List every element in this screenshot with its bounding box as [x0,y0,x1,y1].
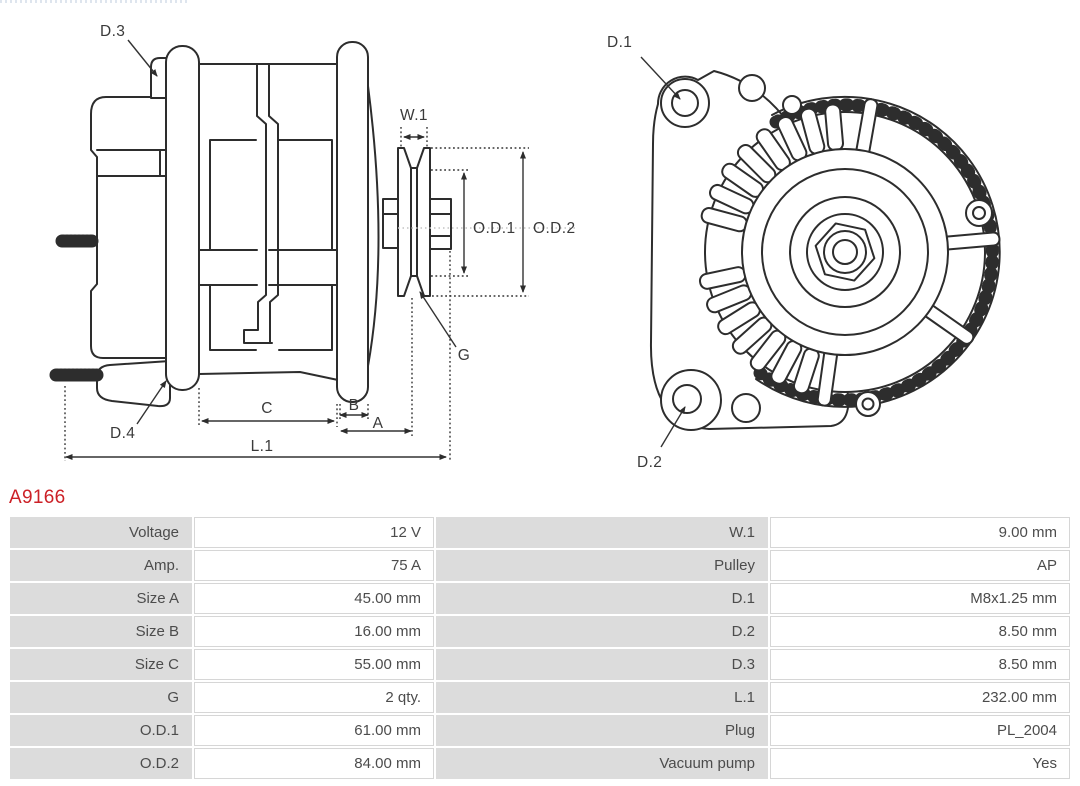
spec-label-cell: Vacuum pump [436,748,768,779]
dim-label-d1: D.1 [607,34,633,51]
spec-value-cell: AP [770,550,1070,581]
dim-label-d2: D.2 [637,454,663,471]
spec-table [8,515,1072,781]
spec-label-cell: G [10,682,192,713]
side-view-drawing [56,42,451,406]
dim-label-b: B [348,397,360,414]
spec-value-cell: 45.00 mm [194,583,434,614]
spec-label-cell: Pulley [436,550,768,581]
dim-label-c: C [261,400,273,417]
spec-row [10,517,1070,548]
spec-value-cell: 2 qty. [194,682,434,713]
spec-label-cell: Size A [10,583,192,614]
spec-label-cell: Size B [10,616,192,647]
spec-value-cell: 8.50 mm [770,649,1070,680]
dim-label-a: A [372,415,384,432]
spec-label-cell: Amp. [10,550,192,581]
spec-row [10,649,1070,680]
spec-row [10,583,1070,614]
spec-value-cell: 61.00 mm [194,715,434,746]
dim-label-d4: D.4 [110,425,136,442]
spec-value-cell: M8x1.25 mm [770,583,1070,614]
spec-row [10,616,1070,647]
spec-row [10,715,1070,746]
spec-value-cell: 12 V [194,517,434,548]
spec-value-cell: 16.00 mm [194,616,434,647]
spec-label-cell: W.1 [436,517,768,548]
spec-label-cell: D.3 [436,649,768,680]
spec-label-cell: O.D.1 [10,715,192,746]
spec-label-cell: O.D.2 [10,748,192,779]
spec-row [10,550,1070,581]
spec-row [10,682,1070,713]
part-number: A9166 [9,487,66,508]
dim-label-d3: D.3 [100,23,126,40]
spec-value-cell: 9.00 mm [770,517,1070,548]
spec-value-cell: 55.00 mm [194,649,434,680]
dim-label-w1: W.1 [400,107,428,124]
spec-value-cell: PL_2004 [770,715,1070,746]
spec-value-cell: 75 A [194,550,434,581]
spec-label-cell: D.1 [436,583,768,614]
spec-label-cell: Plug [436,715,768,746]
dim-label-od2: O.D.2 [533,220,576,237]
spec-value-cell: Yes [770,748,1070,779]
spec-value-cell: 84.00 mm [194,748,434,779]
dim-label-g: G [457,347,471,364]
spec-label-cell: Size C [10,649,192,680]
spec-label-cell: L.1 [436,682,768,713]
spec-value-cell: 232.00 mm [770,682,1070,713]
front-view-drawing [651,71,1000,430]
spec-label-cell: Voltage [10,517,192,548]
spec-label-cell: D.2 [436,616,768,647]
dim-label-od1: O.D.1 [473,220,516,237]
spec-value-cell: 8.50 mm [770,616,1070,647]
spec-row [10,748,1070,779]
dim-label-l1: L.1 [250,438,274,455]
